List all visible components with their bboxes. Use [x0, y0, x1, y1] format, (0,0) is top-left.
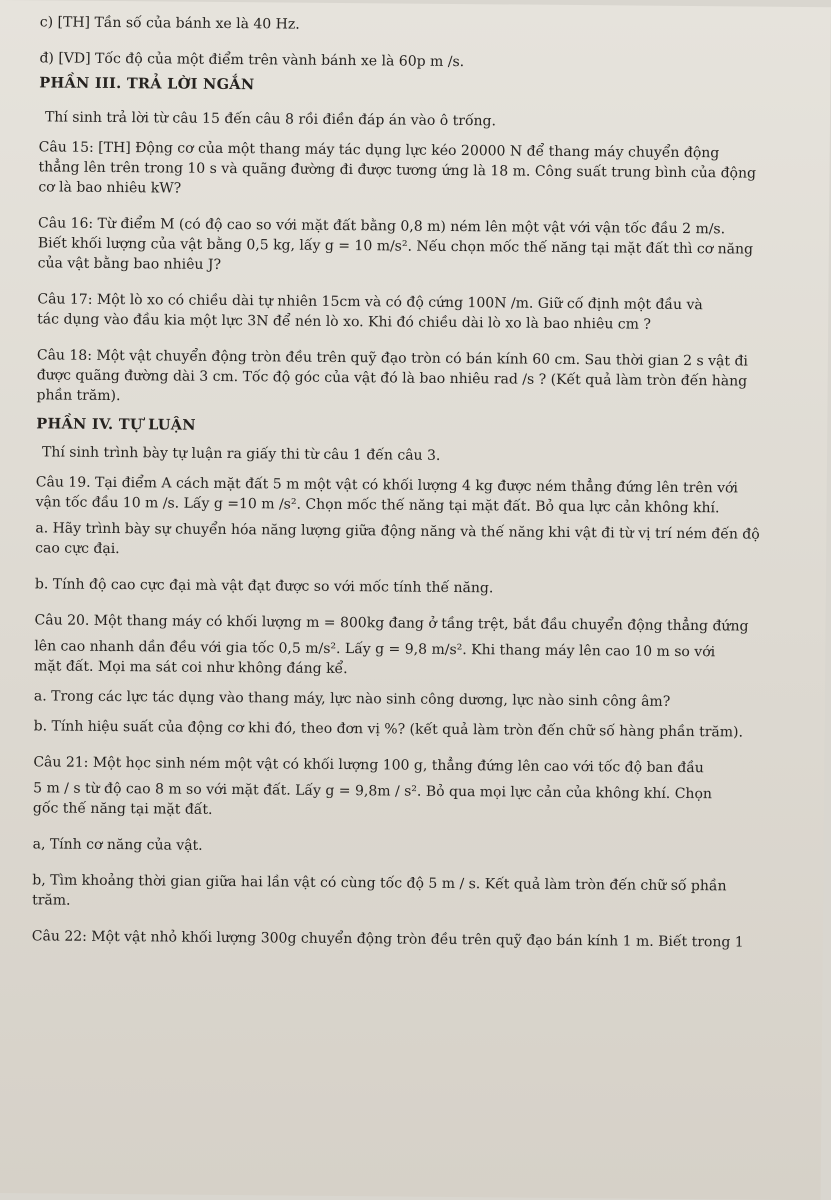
q18-line2: được quãng đường dài 3 cm. Tốc độ góc của vật đó là bao nhiêu rad /s ? (Kết quả làm tròn đến hàng	[36, 367, 748, 390]
q21-line1: Câu 21: Một học sinh ném một vật có khối lượng 100 g, thẳng đứng lên cao với tốc độ ban đầu	[33, 754, 704, 777]
q21-part-b-line1: b, Tìm khoảng thời gian giữa hai lần vật có cùng tốc độ 5 m / s. Kết quả làm tròn đến chữ số phần	[32, 872, 727, 895]
q17-line1: Câu 17: Một lò xo có chiều dài tự nhiên 15cm và có độ cứng 100N /m. Giữ cố định một đầu và	[37, 291, 703, 314]
question-16	[38, 213, 801, 280]
q15-line2: thẳng lên trên trong 10 s và quãng đường đi được tương ứng là 18 m. Công suất trung bình của động	[38, 159, 757, 182]
q20-line2: lên cao nhanh dần đều với gia tốc 0,5 m/s². Lấy g = 9,8 m/s². Khi thang máy lên cao 10 m so với	[34, 638, 716, 661]
q20-line3: mặt đất. Mọi ma sát coi như không đáng kể.	[34, 658, 348, 678]
question-19	[35, 472, 799, 601]
q19-part-b: b. Tính độ cao cực đại mà vật đạt được so với mốc tính thế năng.	[34, 576, 494, 597]
question-15	[38, 137, 801, 204]
q19-part-a-line1: a. Hãy trình bày sự chuyển hóa năng lượng giữa động năng và thế năng khi vật đi từ vị trí ném đến độ	[35, 520, 760, 543]
part4-title: PHẦN IV. TỰ LUẬN	[36, 415, 196, 434]
q21-part-a: a, Tính cơ năng của vật.	[32, 836, 203, 854]
part4-instruction: Thí sinh trình bày tự luận ra giấy thi từ câu 1 đến câu 3.	[41, 444, 441, 464]
q19-part-a-line2: cao cực đại.	[35, 540, 120, 558]
question-21	[32, 752, 796, 917]
q20-part-a: a. Trong các lực tác dụng vào thang máy, lực nào sinh công dương, lực nào sinh công âm?	[33, 688, 671, 710]
question-18	[36, 345, 799, 412]
question-17	[37, 289, 800, 336]
q20-line1: Câu 20. Một thang máy có khối lượng m = 800kg đang ở tầng trệt, bắt đầu chuyển động thẳng đứng	[34, 612, 749, 635]
q15-line3: cơ là bao nhiêu kW?	[38, 179, 182, 197]
q19-line2: vận tốc đầu 10 m /s. Lấy g =10 m /s². Chọn mốc thế năng tại mặt đất. Bỏ qua lực cản không khí.	[35, 494, 720, 517]
q21-line3: gốc thế năng tại mặt đất.	[32, 800, 213, 818]
q20-part-b: b. Tính hiệu suất của động cơ khi đó, theo đơn vị %? (kết quả làm tròn đến chữ số hàng phần trăm).	[33, 718, 744, 741]
q22-line1: Câu 22: Một vật nhỏ khối lượng 300g chuyển động tròn đều trên quỹ đạo bán kính 1 m. Biết trong 1	[31, 928, 744, 951]
q21-line2: 5 m / s từ độ cao 8 m so với mặt đất. Lấy g = 9,8m / s². Bỏ qua mọi lực cản của không khí. Chọn	[33, 780, 712, 803]
q18-line1: Câu 18: Một vật chuyển động tròn đều trên quỹ đạo tròn có bán kính 60 cm. Sau thời gian 2 s vật đi	[36, 347, 749, 370]
q16-line1: Câu 16: Từ điểm M (có độ cao so với mặt đất bằng 0,8 m) ném lên một vật với vận tốc đầu 2 m/s.	[37, 215, 726, 238]
q16-line3: của vật bằng bao nhiêu J?	[37, 255, 222, 273]
part3-title: PHẦN III. TRẢ LỜI NGẮN	[39, 74, 255, 94]
q17-line2: tác dụng vào đầu kia một lực 3N để nén lò xo. Khi đó chiều dài lò xo là bao nhiêu cm ?	[37, 311, 651, 333]
q18-line3: phần trăm).	[36, 387, 121, 405]
question-20	[34, 610, 798, 743]
item-c: c) [TH] Tần số của bánh xe là 40 Hz.	[39, 14, 300, 33]
q16-line2: Biết khối lượng của vật bằng 0,5 kg, lấy g = 10 m/s². Nếu chọn mốc thế năng tại mặt đất thì cơ năng	[37, 235, 754, 258]
part3-instruction: Thí sinh trả lời từ câu 15 đến câu 8 rồi điền đáp án vào ô trống.	[44, 109, 497, 130]
q19-line1: Câu 19. Tại điểm A cách mặt đất 5 m một vật có khối lượng 4 kg được ném thẳng đứng lên trên với	[35, 474, 739, 497]
item-d: đ) [VD] Tốc độ của một điểm trên vành bánh xe là 60p m /s.	[39, 50, 465, 71]
q15-line1: Câu 15: [TH] Động cơ của một thang máy tác dụng lực kéo 20000 N để thang máy chuyển động	[38, 139, 720, 162]
q21-part-b-line2: trăm.	[32, 892, 71, 909]
